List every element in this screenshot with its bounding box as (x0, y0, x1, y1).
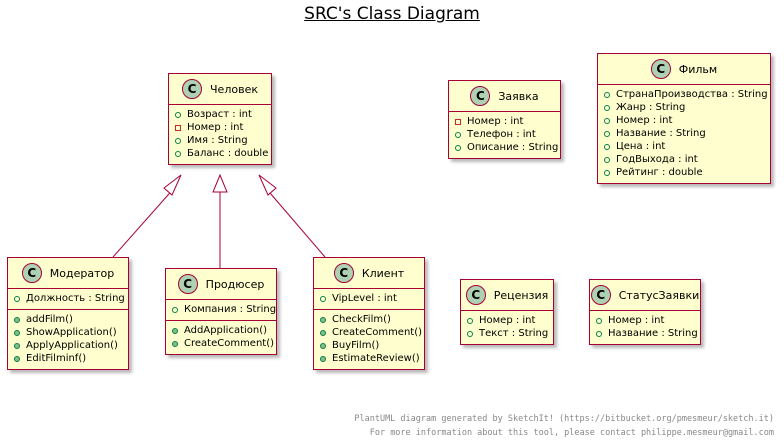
class-zayavka[interactable] (448, 80, 561, 159)
public-icon (604, 105, 610, 111)
method-text: addFilm() (26, 314, 73, 325)
public-method-icon (14, 330, 20, 336)
method-row (166, 324, 276, 337)
class-header (590, 280, 700, 310)
method-text: ApplyApplication() (26, 340, 118, 351)
method-text: EditFilminf() (26, 353, 87, 364)
method-text: CreateComment() (332, 327, 423, 338)
diagram-title: SRC's Class Diagram (304, 4, 480, 24)
class-name: СтатусЗаявки (618, 288, 700, 302)
fields-section (461, 310, 553, 344)
public-icon (596, 318, 602, 324)
field-text: Текст : String (479, 328, 549, 339)
method-row (166, 337, 276, 350)
public-icon (604, 170, 610, 176)
public-icon (455, 132, 461, 138)
public-method-icon (14, 356, 20, 362)
field-text: Жанр : String (616, 102, 686, 113)
field-row (166, 303, 276, 316)
method-row (314, 313, 424, 326)
public-icon (604, 131, 610, 137)
public-method-icon (320, 356, 326, 362)
method-row (314, 326, 424, 339)
class-name: Модератор (49, 266, 115, 280)
field-text: Номер : int (616, 115, 673, 126)
field-row (590, 327, 700, 340)
class-icon: C (466, 285, 486, 305)
fields-section (169, 104, 271, 164)
fields-section (8, 288, 128, 309)
class-icon: C (182, 79, 202, 99)
public-icon (175, 138, 181, 144)
class-name: Рецензия (493, 288, 549, 302)
fields-section (166, 299, 276, 320)
field-text: Имя : String (187, 135, 248, 146)
field-text: Номер : int (608, 315, 665, 326)
method-row (8, 326, 128, 339)
field-text: Телефон : int (467, 129, 536, 140)
public-icon (455, 145, 461, 151)
field-row (461, 327, 553, 340)
field-row (598, 166, 770, 179)
field-row (598, 153, 770, 166)
field-text: СтранаПроизводства : String (616, 89, 768, 100)
class-header (598, 54, 770, 84)
field-text: Номер : int (187, 122, 244, 133)
field-text: Возраст : int (187, 109, 252, 120)
inherit-arrow-klient (259, 175, 276, 195)
field-row (169, 134, 271, 147)
class-icon: C (470, 86, 490, 106)
public-icon (604, 144, 610, 150)
field-text: Цена : int (616, 141, 666, 152)
field-row (449, 128, 560, 141)
public-method-icon (14, 317, 20, 323)
class-retsenziya[interactable] (460, 279, 554, 345)
field-row (461, 314, 553, 327)
method-text: EstimateReview() (332, 353, 420, 364)
field-text: Номер : int (467, 116, 524, 127)
field-row (169, 147, 271, 160)
field-row (598, 101, 770, 114)
field-row (449, 141, 560, 154)
fields-section (449, 111, 560, 158)
public-icon (172, 307, 178, 313)
method-text: BuyFilm() (332, 340, 380, 351)
field-row (590, 314, 700, 327)
field-text: Рейтинг : double (616, 167, 703, 178)
class-header (461, 280, 553, 310)
methods-section (314, 309, 424, 369)
public-icon (320, 296, 326, 302)
class-icon: C (334, 263, 354, 283)
field-row (598, 88, 770, 101)
public-method-icon (320, 343, 326, 349)
class-name: Человек (210, 82, 258, 96)
method-text: AddApplication() (184, 325, 268, 336)
class-name: Клиент (361, 266, 405, 280)
public-icon (467, 331, 473, 337)
public-method-icon (320, 317, 326, 323)
field-row (598, 140, 770, 153)
class-header (449, 81, 560, 111)
field-text: Компания : String (184, 304, 277, 315)
public-icon (175, 112, 181, 118)
field-row (169, 108, 271, 121)
link-moderator-chelovek (113, 186, 176, 257)
class-moderator[interactable] (7, 257, 129, 370)
field-text: Номер : int (479, 315, 536, 326)
field-row (314, 292, 424, 305)
field-row (8, 292, 128, 305)
public-icon (175, 151, 181, 157)
field-text: Должность : String (26, 293, 125, 304)
public-icon (604, 118, 610, 124)
class-klient[interactable] (313, 257, 425, 370)
class-name: Продюсер (205, 277, 265, 291)
field-text: Баланс : double (187, 148, 269, 159)
field-row (598, 127, 770, 140)
class-icon: C (591, 285, 611, 305)
class-film[interactable] (597, 53, 771, 184)
method-text: CreateComment() (184, 338, 275, 349)
method-row (314, 339, 424, 352)
field-row (169, 121, 271, 134)
inherit-arrow-prodyuser (213, 175, 227, 192)
class-header (314, 258, 424, 288)
class-statuszayavki[interactable] (589, 279, 701, 345)
inherit-arrow-moderator (164, 175, 181, 195)
class-prodyuser[interactable] (165, 268, 277, 355)
field-row (449, 115, 560, 128)
field-text: VipLevel : int (332, 293, 397, 304)
link-klient-chelovek (264, 186, 325, 257)
field-row (598, 114, 770, 127)
method-row (8, 313, 128, 326)
fields-section (598, 84, 770, 183)
class-icon: C (178, 274, 198, 294)
public-icon (604, 157, 610, 163)
field-text: Название : String (608, 328, 698, 339)
field-text: Название : String (616, 128, 706, 139)
method-row (314, 352, 424, 365)
method-text: ShowApplication() (26, 327, 117, 338)
public-icon (467, 318, 473, 324)
methods-section (166, 320, 276, 354)
fields-section (314, 288, 424, 309)
class-header (169, 74, 271, 104)
public-method-icon (14, 343, 20, 349)
field-text: Описание : String (467, 142, 559, 153)
public-icon (14, 296, 20, 302)
private-icon (455, 119, 461, 125)
fields-section (590, 310, 700, 344)
private-icon (175, 125, 181, 131)
class-chelovek[interactable] (168, 73, 272, 165)
class-name: Фильм (678, 62, 718, 76)
method-text: CheckFilm() (332, 314, 391, 325)
class-header (8, 258, 128, 288)
methods-section (8, 309, 128, 369)
public-method-icon (172, 328, 178, 334)
method-row (8, 339, 128, 352)
class-name: Заявка (498, 89, 539, 103)
footer-generated-by: PlantUML diagram generated by SketchIt! (https://bitbucket.org/pmesmeur/sketch.it) (354, 414, 774, 424)
footer-contact: For more information about this tool, please contact philippe.mesmeur@gmail.com (369, 428, 774, 438)
public-method-icon (320, 330, 326, 336)
method-row (8, 352, 128, 365)
class-icon: C (651, 59, 671, 79)
class-header (166, 269, 276, 299)
public-method-icon (172, 341, 178, 347)
public-icon (596, 331, 602, 337)
field-text: ГодВыхода : int (616, 154, 698, 165)
class-icon: C (22, 263, 42, 283)
public-icon (604, 92, 610, 98)
